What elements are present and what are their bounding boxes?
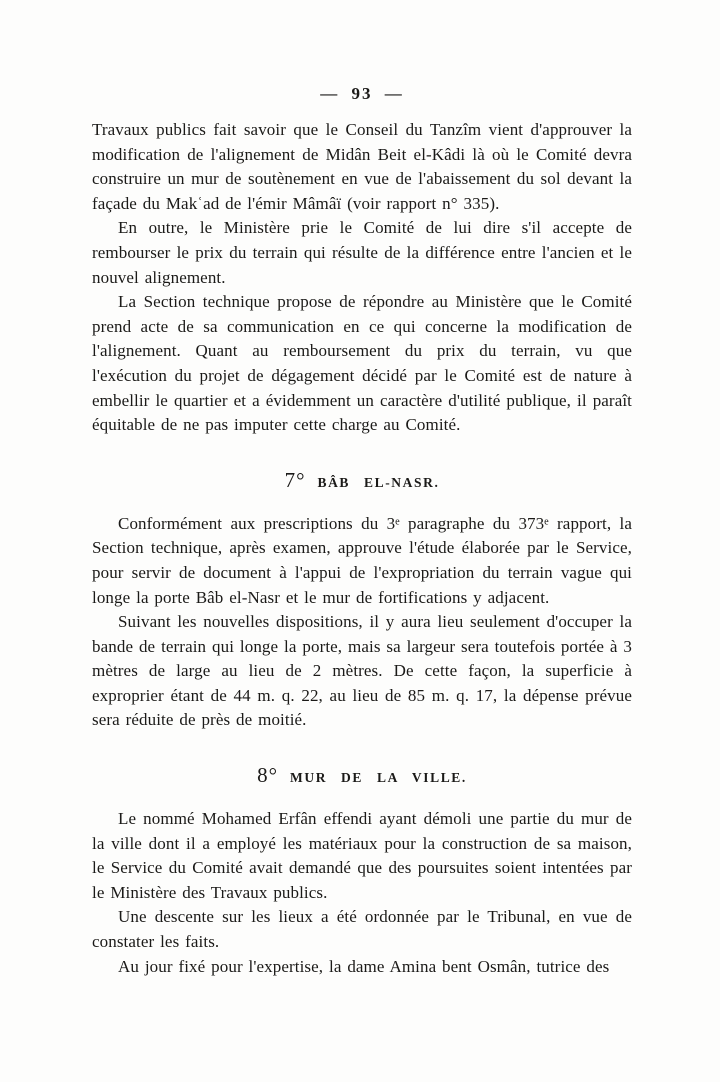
section-title: MUR DE LA VILLE.	[290, 770, 467, 786]
text-block	[92, 118, 632, 979]
paragraph-mohamed-erfan: Le nommé Mohamed Erfân effendi ayant démoli une partie du mur de la ville dont il a employé les matériaux pour la construction de sa maison, le Service du Comité avait demandé que des poursuites soient intentées par le Ministère des Travaux publics.	[92, 809, 632, 902]
section-title: BÂB EL-NASR.	[317, 474, 440, 490]
paragraph-section-technique: La Section technique propose de répondre au Ministère que le Comité prend acte de sa communication en ce qui concerne la modification de l'alignement. Quant au remboursement du prix du terrain, vu que l'exécution du projet de dégagement décidé par le Comité est de nature à embellir le quartier et a évidemment un caractère d'utilité publique, il paraît équitable de ne pas imputer cette charge au Comité.	[92, 292, 632, 435]
page-number: — 93 —	[320, 84, 404, 103]
paragraph-travaux-publics: Travaux publics fait savoir que le Conseil du Tanzîm vient d'approuver la modification de l'alignement de Midân Beit el-Kâdi là où le Comité devra construire un mur de soutènement en vue de l'abaissement du sol devant la façade du Makʿad de l'émir Mâmâï (voir rapport n° 335).	[92, 120, 632, 213]
paragraph-suivant-dispositions: Suivant les nouvelles dispositions, il y aura lieu seulement d'occuper la bande de terrain qui longe la porte, mais sa largeur sera toutefois portée à 3 mètres de large au lieu de 2 mètres. De cette façon, la superficie à exproprier étant de 44 m. q. 22, au lieu de 85 m. q. 17, la dépense prévue sera réduite de près de moitié.	[92, 612, 632, 730]
paragraph-au-jour-fixe: Au jour fixé pour l'expertise, la dame Amina bent Osmân, tutrice des	[118, 956, 610, 976]
section-number: 7°	[284, 467, 306, 492]
paragraph-descente-lieux: Une descente sur les lieux a été ordonnée par le Tribunal, en vue de constater les faits.	[92, 907, 632, 952]
section-heading-bab-el-nasr	[92, 467, 632, 495]
section-number: 8°	[257, 763, 279, 788]
section-heading-mur-de-la-ville	[92, 762, 632, 790]
paragraph-en-outre: En outre, le Ministère prie le Comité de lui dire s'il accepte de rembourser le prix du terrain qui résulte de la différence entre l'ancien et le nouvel alignement.	[92, 218, 632, 287]
paragraph-conformement: Conformément aux prescriptions du 3ᵉ paragraphe du 373ᵉ rapport, la Section technique, après examen, approuve l'étude élaborée par le Service, pour servir de document à l'appui de l'expropriation du terrain vague qui longe la porte Bâb el-Nasr et le mur de fortifications y adjacent.	[92, 513, 632, 607]
